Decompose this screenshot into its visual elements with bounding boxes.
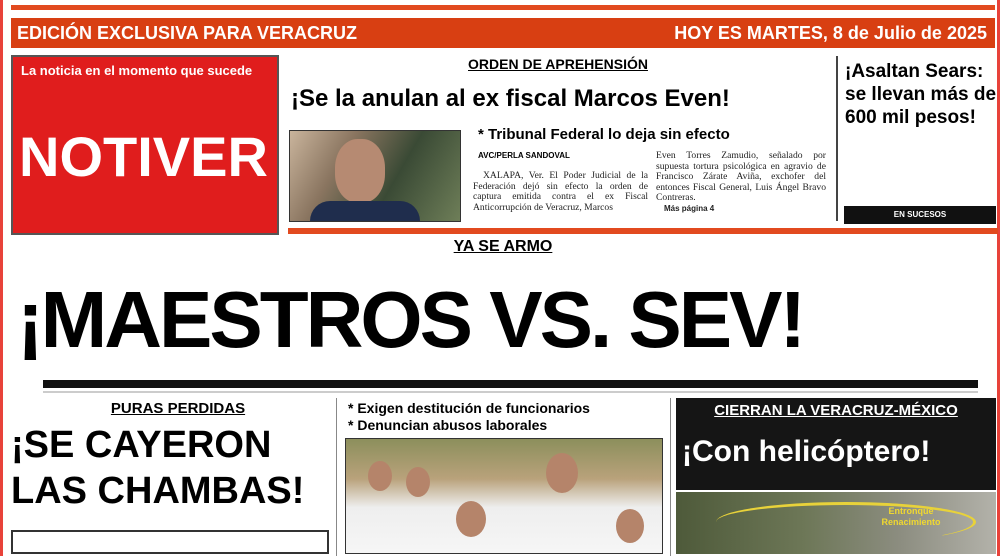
- story2-headline-text: ¡Asaltan Sears: se llevan más de 600 mil pesos!: [845, 61, 997, 128]
- story1-headline[interactable]: [291, 84, 831, 114]
- story4-headline-text: ¡Con helicóptero!: [682, 435, 931, 468]
- bullet-1: * Exigen destitución de funcionarios: [348, 400, 590, 416]
- story3-headline[interactable]: [11, 422, 304, 514]
- story1-column-2: [656, 151, 826, 214]
- edition-bar: [11, 18, 995, 48]
- main-headline[interactable]: [17, 272, 803, 368]
- edition-label: EDICIÓN EXCLUSIVA PARA VERACRUZ: [17, 23, 358, 43]
- story3-line-2: LAS CHAMBAS!: [11, 470, 305, 512]
- story4-box: [676, 398, 996, 490]
- story1-subhead: * Tribunal Federal lo deja sin efecto: [478, 126, 730, 143]
- notiver-logo: [11, 55, 279, 235]
- story3-kicker: PURAS PERDIDAS: [110, 400, 246, 417]
- orange-rule: [288, 228, 998, 234]
- column-divider: [670, 398, 671, 556]
- story4-kicker: CIERRAN LA VERACRUZ-MÉXICO: [714, 402, 958, 419]
- main-bullets: [348, 400, 590, 434]
- ad-box: [11, 530, 329, 554]
- highway-map-photo: [676, 492, 996, 554]
- story1-column-1: XALAPA, Ver. El Poder Judicial de la Federación dejó sin efecto la orden de captura emitida contra el ex Fiscal Anticorrupción de Veracruz, Marcos: [473, 170, 648, 213]
- logo-tagline: La noticia en el momento que sucede: [21, 63, 253, 78]
- story4-headline[interactable]: [682, 432, 930, 472]
- date-label: HOY ES MARTES, 8 de Julio de 2025: [674, 23, 987, 43]
- column-divider: [336, 398, 337, 556]
- main-kicker: YA SE ARMO: [453, 238, 553, 255]
- headline-rule: [43, 380, 978, 388]
- bullet-2: * Denuncian abusos laborales: [348, 417, 548, 433]
- map-label: Entronque Renacimiento: [881, 506, 941, 527]
- more-page-link[interactable]: Más página 4: [664, 203, 715, 213]
- story1-byline: AVC/PERLA SANDOVAL: [478, 151, 570, 160]
- logo-name: NOTIVER: [19, 125, 268, 188]
- story1-headline-text: ¡Se la anulan al ex fiscal Marcos Even!: [291, 85, 730, 112]
- main-headline-text: ¡MAESTROS VS. SEV!: [17, 275, 804, 364]
- teachers-protest-photo: [345, 438, 663, 554]
- section-label: EN SUCESOS: [844, 206, 996, 224]
- story1-kicker: ORDEN DE APREHENSIÓN: [468, 56, 648, 72]
- story3-line-1: ¡SE CAYERON: [11, 424, 272, 466]
- story1-photo: [289, 130, 461, 222]
- column-divider: [836, 56, 838, 221]
- gray-rule: [43, 391, 978, 393]
- story1-column-2-text: Even Torres Zamudio, señalado por supuesta tortura psicológica en agravio de Francisco Zárate Aviña, exchofer del entonces Fiscal General, Luis Ángel Bravo Contreras.: [656, 150, 826, 203]
- story2-headline[interactable]: [845, 60, 997, 129]
- top-rule: [11, 5, 995, 10]
